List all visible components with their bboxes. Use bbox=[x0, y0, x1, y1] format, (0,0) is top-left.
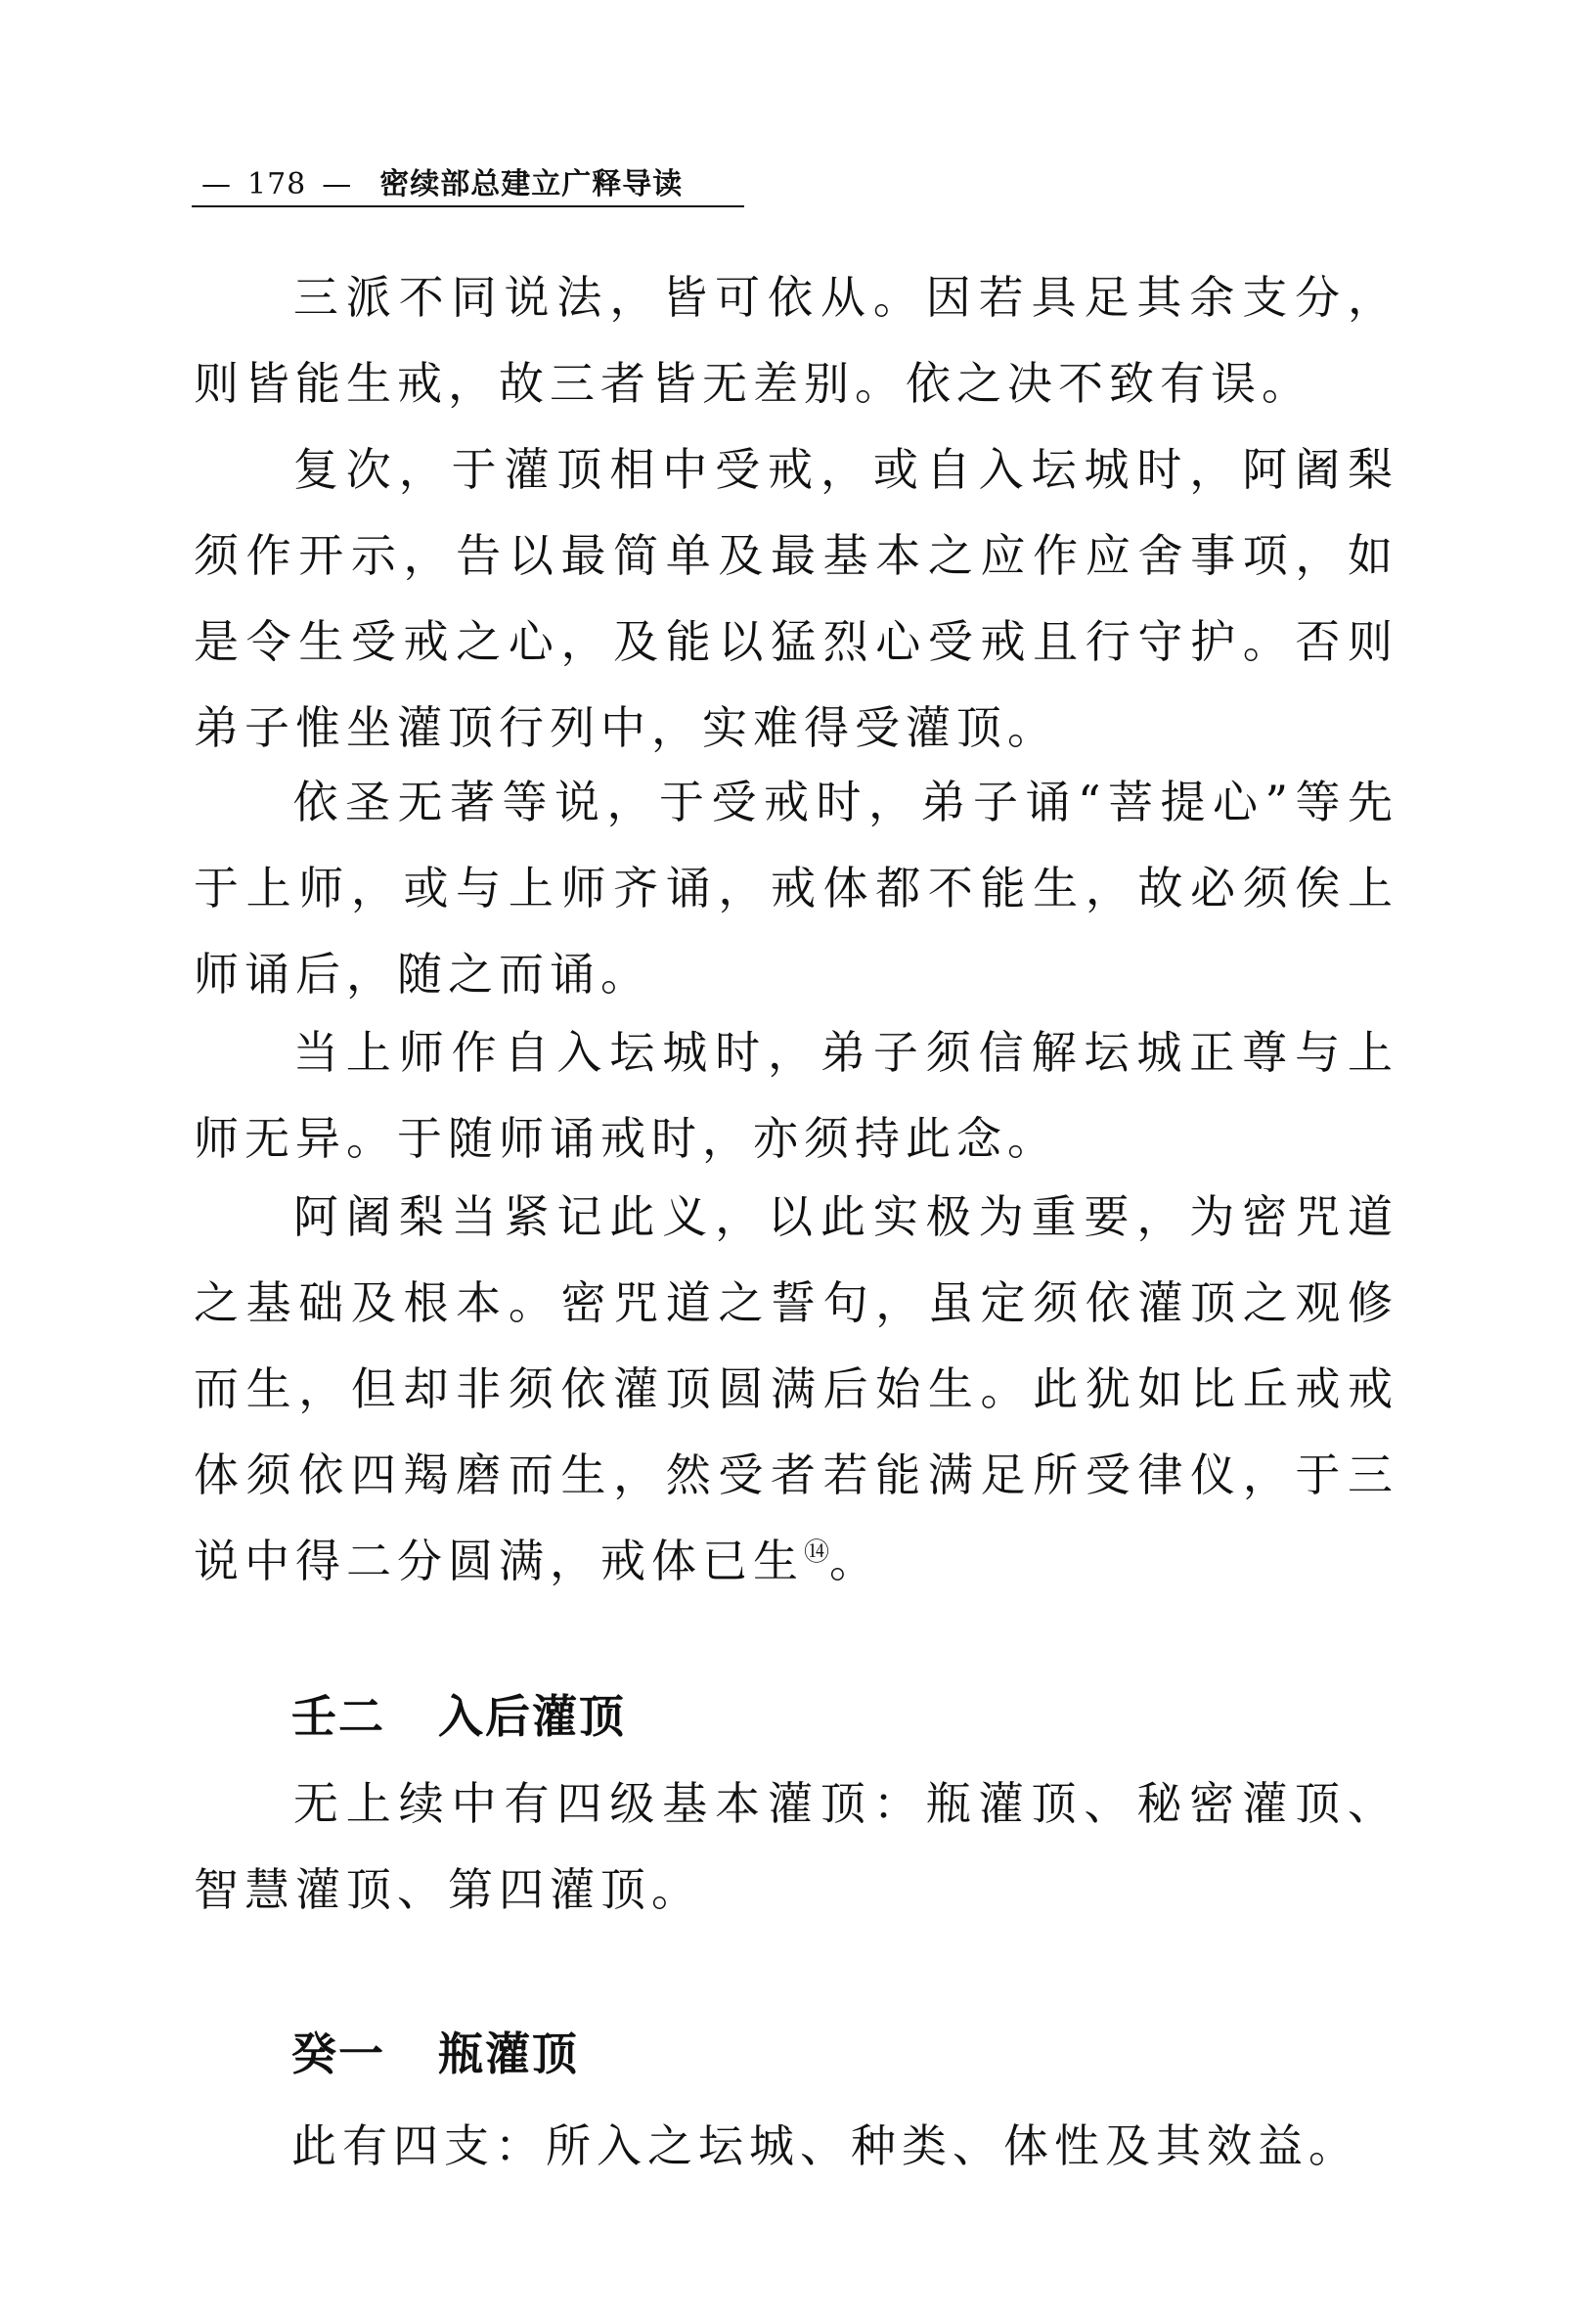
paragraph-5 bbox=[194, 1174, 1398, 1604]
header-rule bbox=[192, 205, 744, 207]
footnote-marker[interactable]: ⑭ bbox=[804, 1537, 830, 1568]
header-dash-left: — bbox=[201, 167, 232, 201]
paragraph-5-end: 。 bbox=[829, 1535, 881, 1587]
section-heading-1-title: 入后灌顶 bbox=[438, 1690, 626, 1743]
paragraph-3 bbox=[194, 759, 1398, 1017]
section-heading-1-number: 壬二 bbox=[291, 1690, 385, 1743]
paragraph-1 bbox=[194, 254, 1398, 426]
paragraph-7-text: 此有四支：所入之坛城、种类、体性及其效益。 bbox=[291, 2119, 1359, 2172]
section-heading-2-title: 瓶灌顶 bbox=[438, 2027, 579, 2080]
section-heading-2-number: 癸一 bbox=[291, 2027, 385, 2080]
running-head bbox=[192, 162, 744, 207]
header-dash-right: — bbox=[322, 167, 353, 201]
section-heading-1 bbox=[291, 1682, 626, 1751]
paragraph-2-text: 复次，于灌顶相中受戒，或自入坛城时，阿阇梨须作开示，告以最简单及最基本之应作应舍事项，如是令生受戒之心，及能以猛烈心受戒且行守护。否则弟子惟坐灌顶行列中，实难得受灌顶。 bbox=[194, 443, 1398, 754]
page-number: 178 bbox=[247, 167, 307, 201]
paragraph-5-text: 阿阇梨当紧记此义，以此实极为重要，为密咒道之基础及根本。密咒道之誓句，虽定须依灌顶之观修而生，但却非须依灌顶圆满后始生。此犹如比丘戒戒体须依四羯磨而生，然受者若能满足所受律仪，于三说中得二分圆满，戒体已生 bbox=[194, 1190, 1398, 1587]
paragraph-6 bbox=[194, 1760, 1398, 1933]
paragraph-6-text: 无上续中有四级基本灌顶：瓶灌顶、秘密灌顶、智慧灌顶、第四灌顶。 bbox=[194, 1777, 1398, 1916]
book-title: 密续部总建立广释导读 bbox=[379, 167, 684, 201]
paragraph-2 bbox=[194, 426, 1398, 771]
paragraph-1-text: 三派不同说法，皆可依从。因若具足其余支分，则皆能生戒，故三者皆无差别。依之决不致有误。 bbox=[194, 271, 1398, 410]
paragraph-7 bbox=[194, 2103, 1398, 2189]
paragraph-4 bbox=[194, 1009, 1398, 1181]
paragraph-4-text: 当上师作自入坛城时，弟子须信解坛城正尊与上师无异。于随师诵戒时，亦须持此念。 bbox=[194, 1026, 1398, 1165]
section-heading-2 bbox=[291, 2020, 579, 2088]
paragraph-3-text: 依圣无著等说，于受戒时，弟子诵“菩提心”等先于上师，或与上师齐诵，戒体都不能生，故必须俟上师诵后，随之而诵。 bbox=[194, 776, 1398, 1001]
